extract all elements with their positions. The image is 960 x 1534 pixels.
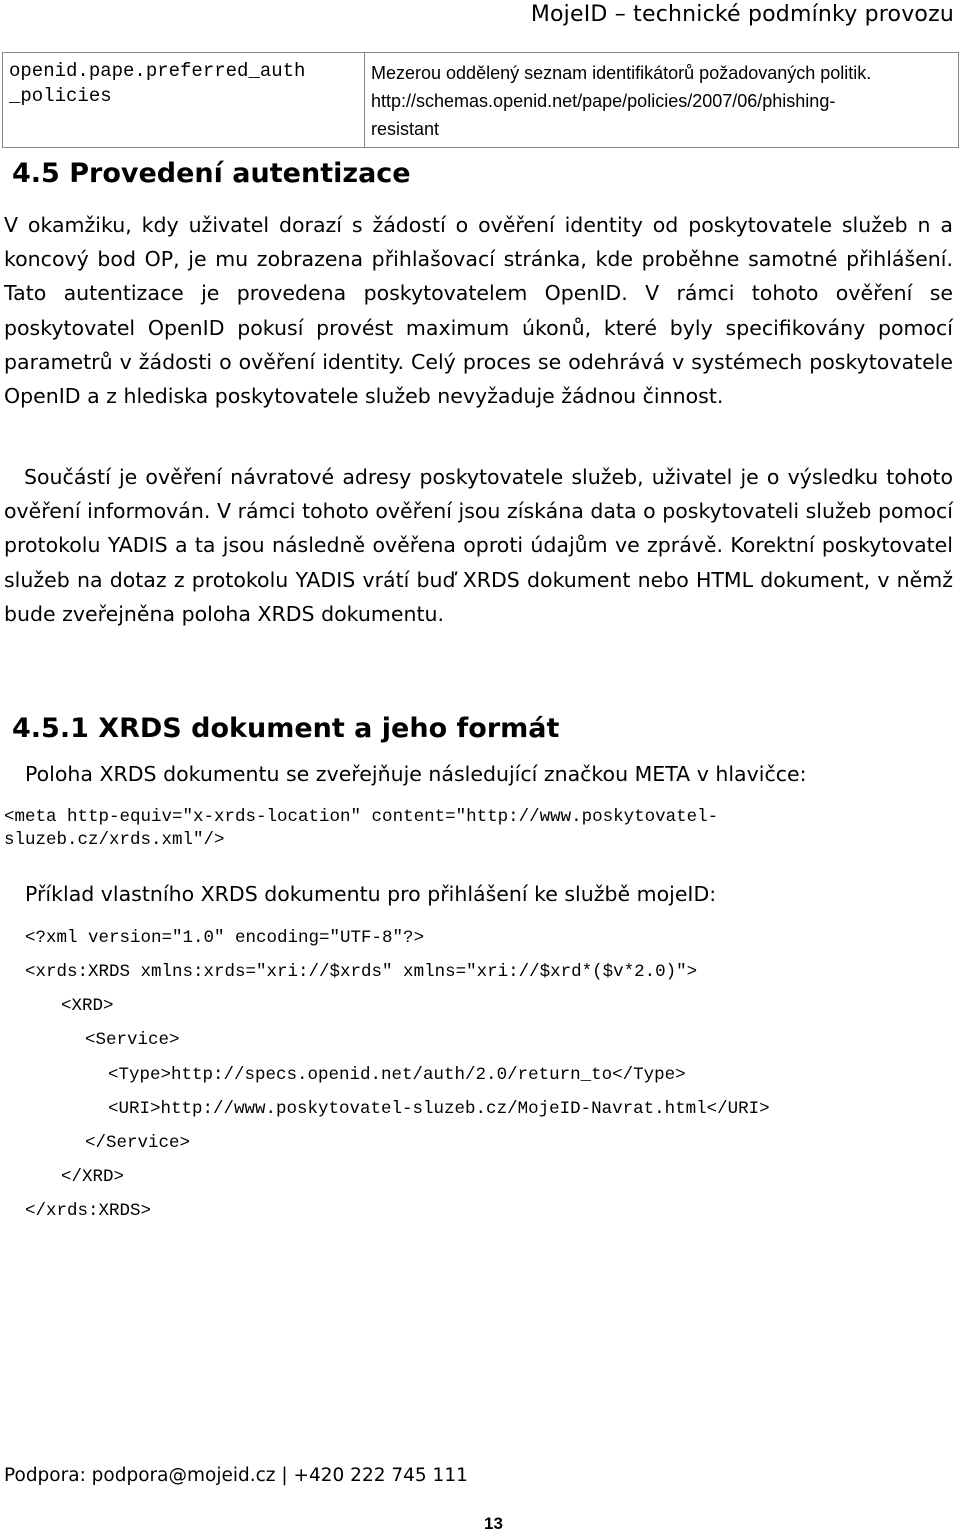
xml-code-line: <Service> <box>85 1030 180 1050</box>
xml-code-line: </XRD> <box>61 1167 125 1187</box>
xml-code-line: <URI>http://www.poskytovatel-sluzeb.cz/MojeID-Navrat.html</URI> <box>108 1099 770 1119</box>
document-header-title: MojeID – technické podmínky provozu <box>530 2 954 27</box>
footer-support: Podpora: podpora@mojeid.cz | +420 222 745 111 <box>4 1465 468 1486</box>
section-heading: 4.5 Provedení autentizace <box>12 158 411 189</box>
xml-code-line: <Type>http://specs.openid.net/auth/2.0/return_to</Type> <box>108 1065 686 1085</box>
xml-code-line: </Service> <box>85 1133 191 1153</box>
param-description-cell <box>365 53 959 148</box>
meta-code-block: <meta http-equiv="x-xrds-location" content="http://www.poskytovatel- sluzeb.cz/xrds.xml"/> <box>4 807 719 850</box>
param-name-line: openid.pape.preferred_auth <box>9 60 306 82</box>
xml-code-line: <xrds:XRDS xmlns:xrds="xri://$xrds" xmlns="xri://$xrd*($v*2.0)"> <box>25 962 698 982</box>
xml-code-line: <XRD> <box>61 996 114 1016</box>
paragraph: Součástí je ověření návratové adresy poskytovatele služeb, uživatel je o výsledku tohoto ověření informován. V rámci tohoto ověření jsou získána data o poskytovateli služeb pomocí protokolu YADIS a ta jsou následně ověřena oproti údajům ve zprávě. Korektní poskytovatel služeb na dotaz z protokolu YADIS vrátí buď XRDS dokument nebo HTML dokument, v němž bude zveřejněna poloha XRDS dokumentu. <box>4 465 953 626</box>
param-description-line: Mezerou oddělený seznam identifikátorů požadovaných politik. <box>371 63 872 83</box>
xml-code-line: </xrds:XRDS> <box>25 1201 152 1221</box>
paragraph: V okamžiku, kdy uživatel dorazí s žádostí o ověření identity od poskytovatele služeb n a koncový bod OP, je mu zobrazena přihlašovací stránka, kde proběhne samotné přihlášení. Tato autentizace je provedena poskytovatelem OpenID. V rámci tohoto ověření se poskytovatel OpenID pokusí provést maximum úkonů, které byly specifikovány pomocí parametrů v žádosti o ověření identity. Celý proces se odehrává v systémech poskytovatele OpenID a z hlediska poskytovatele služeb nevyžaduje žádnou činnost. <box>4 213 953 409</box>
subsection-heading: 4.5.1 XRDS dokument a jeho formát <box>12 713 560 744</box>
param-name-line: _policies <box>9 85 112 107</box>
param-description-line: http://schemas.openid.net/pape/policies/2007/06/phishing- <box>371 91 836 111</box>
table-row <box>3 53 959 148</box>
xml-code-line: <?xml version="1.0" encoding="UTF-8"?> <box>25 928 425 948</box>
meta-lead-text: Poloha XRDS dokumentu se zveřejňuje následující značkou META v hlavičce: <box>25 762 807 786</box>
example-lead-text: Příklad vlastního XRDS dokumentu pro přihlášení ke službě mojeID: <box>25 882 717 906</box>
page-number: 13 <box>484 1514 503 1533</box>
param-name-cell <box>3 53 365 148</box>
param-description-line: resistant <box>371 119 440 139</box>
parameter-table <box>2 52 959 148</box>
